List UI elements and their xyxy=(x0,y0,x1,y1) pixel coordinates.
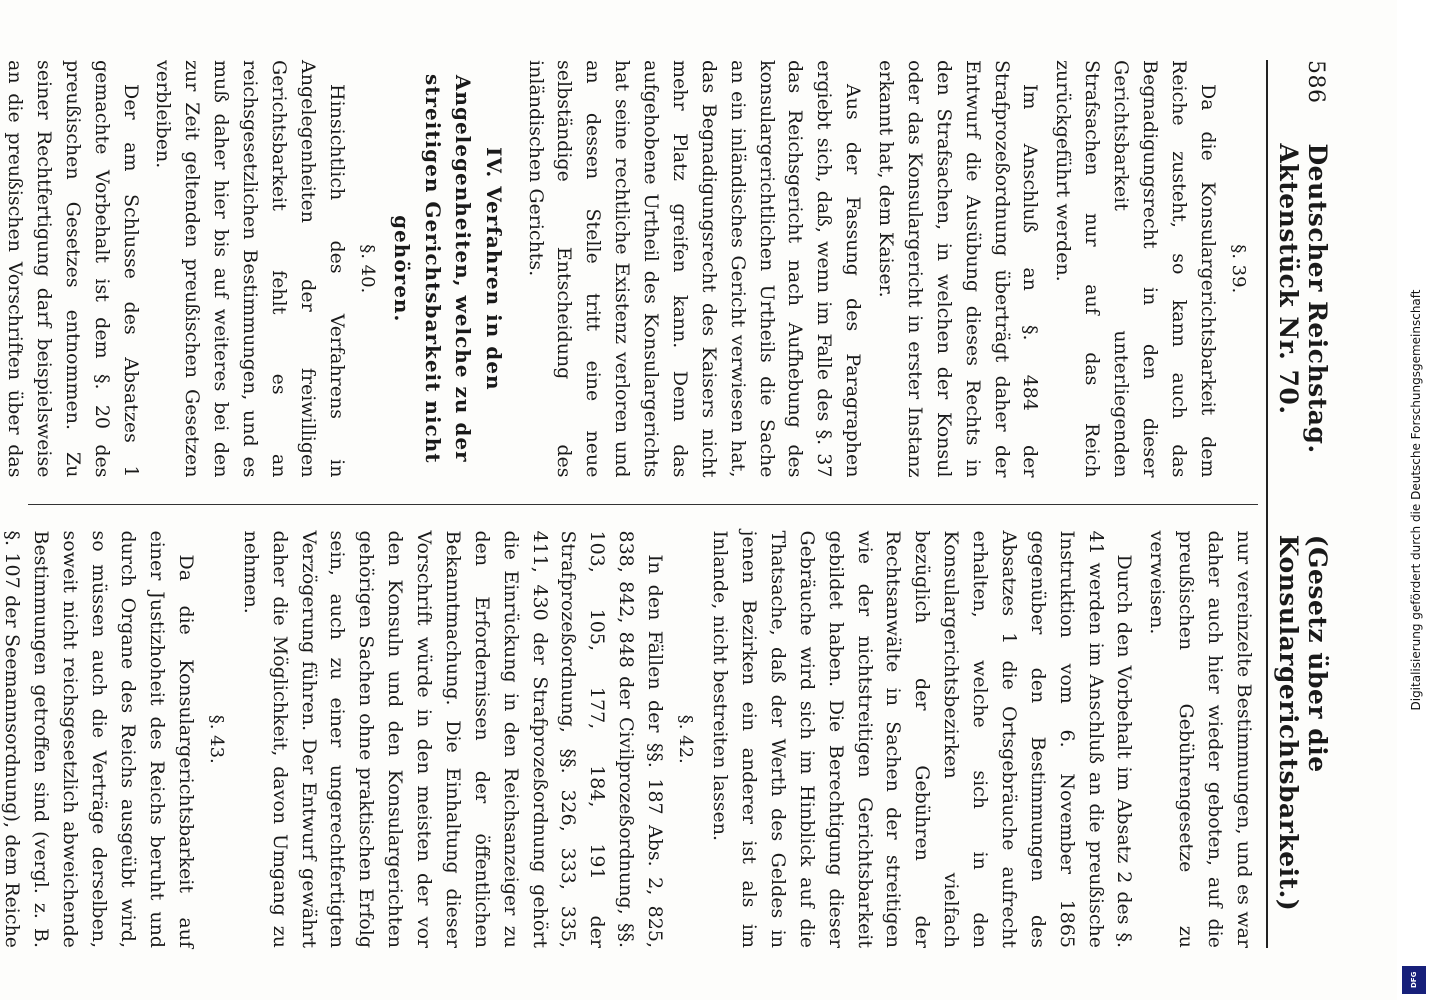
section-heading: §. 39. xyxy=(1228,244,1249,294)
paragraph: Der am Schlusse des Absatzes 1 gemachte Vorbehalt ist dem §. 20 des preußischen Gesetzes entnommen. Zu seiner Rechtfertigung darf beispielsweise an die preußischen Vorschriften über das xyxy=(4,60,142,478)
section-heading: §. 42. xyxy=(675,714,697,764)
paragraph: Im Anschluß an §. 484 der Strafprozeßordnung überträgt daher der Entwurf die Ausübung dieses Rechts in den Strafsachen, in welchen der Konsul oder das Konsulargericht in erster Instanz erkannt hat, dem Kaiser. xyxy=(875,60,1042,478)
running-title: Deutscher Reichstag. Aktenstück Nr. 70. xyxy=(1274,143,1332,454)
dfg-logo: DFG xyxy=(1402,966,1426,994)
paragraph: Aus der Fassung des Paragraphen ergiebt sich, daß, wenn im Falle des §. 37 das Reichsgericht nach Aufhebung des konsulargerichtlichen Urtheils die Sache an ein inländisches Gericht verwiesen hat, das Begnadigungsrecht des Kaisers nicht mehr Platz greifen kann. Denn das aufgehobene Urtheil des Konsulargerichts hat seine rechtliche Existenz verloren und an dessen Stelle tritt eine neue selbständige Entscheidung des inländischen Gerichts. xyxy=(524,60,865,478)
digitization-note: Digitalisierung gefördert durch die Deutsche Forschungsgemeinschaft xyxy=(1409,289,1423,711)
paragraph: Durch den Vorbehalt im Absatz 2 des §. 41 werden im Anschluß an die preußische Instruktion vom 6. November 1865 gegenüber den Bestimmungen des Absatzes 1 die Ortsgebräuche aufrecht erhalten, welche sich in den Konsulargerichtsbezirken vielfach bezüglich der Gebühren der Rechtsanwälte in Sachen der streitigen wie der nichtstreitigen Gerichtsbarkeit gebildet haben. Die Berechtigung dieser Gebräuche wird sich im Hinblick auf die Thatsache, daß der Werth des Geldes in jenen Bezirken ein anderer ist als im Inlande, nicht bestreiten lassen. xyxy=(709,530,1136,948)
page-header xyxy=(1266,60,1332,948)
chapter-heading: IV. Verfahren in den Angelegenheiten, welche zu der streitigen Gerichtsbarkeit nicht gehören. xyxy=(390,73,506,464)
paragraph: Hinsichtlich des Verfahrens in Angelegenheiten der freiwilligen Gerichtsbarkeit fehlt es an reichsgesetzlichen Bestimmungen, und es muß daher hier bis auf weiteres bei den zur Zeit geltenden preußischen Gesetzen verbleiben. xyxy=(152,60,348,478)
paragraph: In den Fällen der §§. 187 Abs. 2, 825, 838, 842, 848 der Civilprozeßordnung, §§. 103, 105, 177, 184, 191 der Strafprozeßordnung, §§. 326, 333, 335, 411, 430 der Strafprozeßordnung gehört die Einrückung in den Reichsanzeiger zu den Erfordernissen der öffentlichen Bekanntmachung. Die Einhaltung dieser Vorschrift würde in den meisten der vor den Konsuln und den Konsulargerichten gehörigen Sachen ohne praktischen Erfolg sein, auch zu einer ungerechtfertigten Verzögerung führen. Der Entwurf gewährt daher die Möglichkeit, davon Umgang zu nehmen. xyxy=(239,530,667,948)
section-heading: §. 43. xyxy=(205,714,227,764)
paragraph: nur vereinzelte Bestimmungen, und es war daher auch hier wieder geboten, auf die preußischen Gebührengesetze zu verweisen. xyxy=(1146,530,1255,948)
paragraph: Da die Konsulargerichtsbarkeit auf einer Justizhoheit des Reichs beruht und durch Organe des Reichs ausgeübt wird, so müssen auch die Verträge derselben, soweit nicht reichsgesetzlich abweichende Bestimmungen getroffen sind (vergl. z. B. §. 107 der Seemannsordnung), dem Reiche xyxy=(1,530,197,948)
section-heading: §. 40. xyxy=(357,244,379,294)
left-column xyxy=(4,60,1258,478)
running-subtitle: (Gesetz über die Konsulargerichtsbarkeit.) xyxy=(1274,534,1332,912)
paragraph: Da die Konsulargerichtsbarkeit dem Reiche zusteht, so kann auch das Begnadigungsrecht in den dieser Gerichtsbarkeit unterliegenden Strafsachen nur auf das Reich zurückgeführt werden. xyxy=(1052,60,1219,478)
page-number: 586 xyxy=(1303,60,1328,104)
right-column xyxy=(1,504,1258,949)
text-columns xyxy=(1,60,1258,948)
